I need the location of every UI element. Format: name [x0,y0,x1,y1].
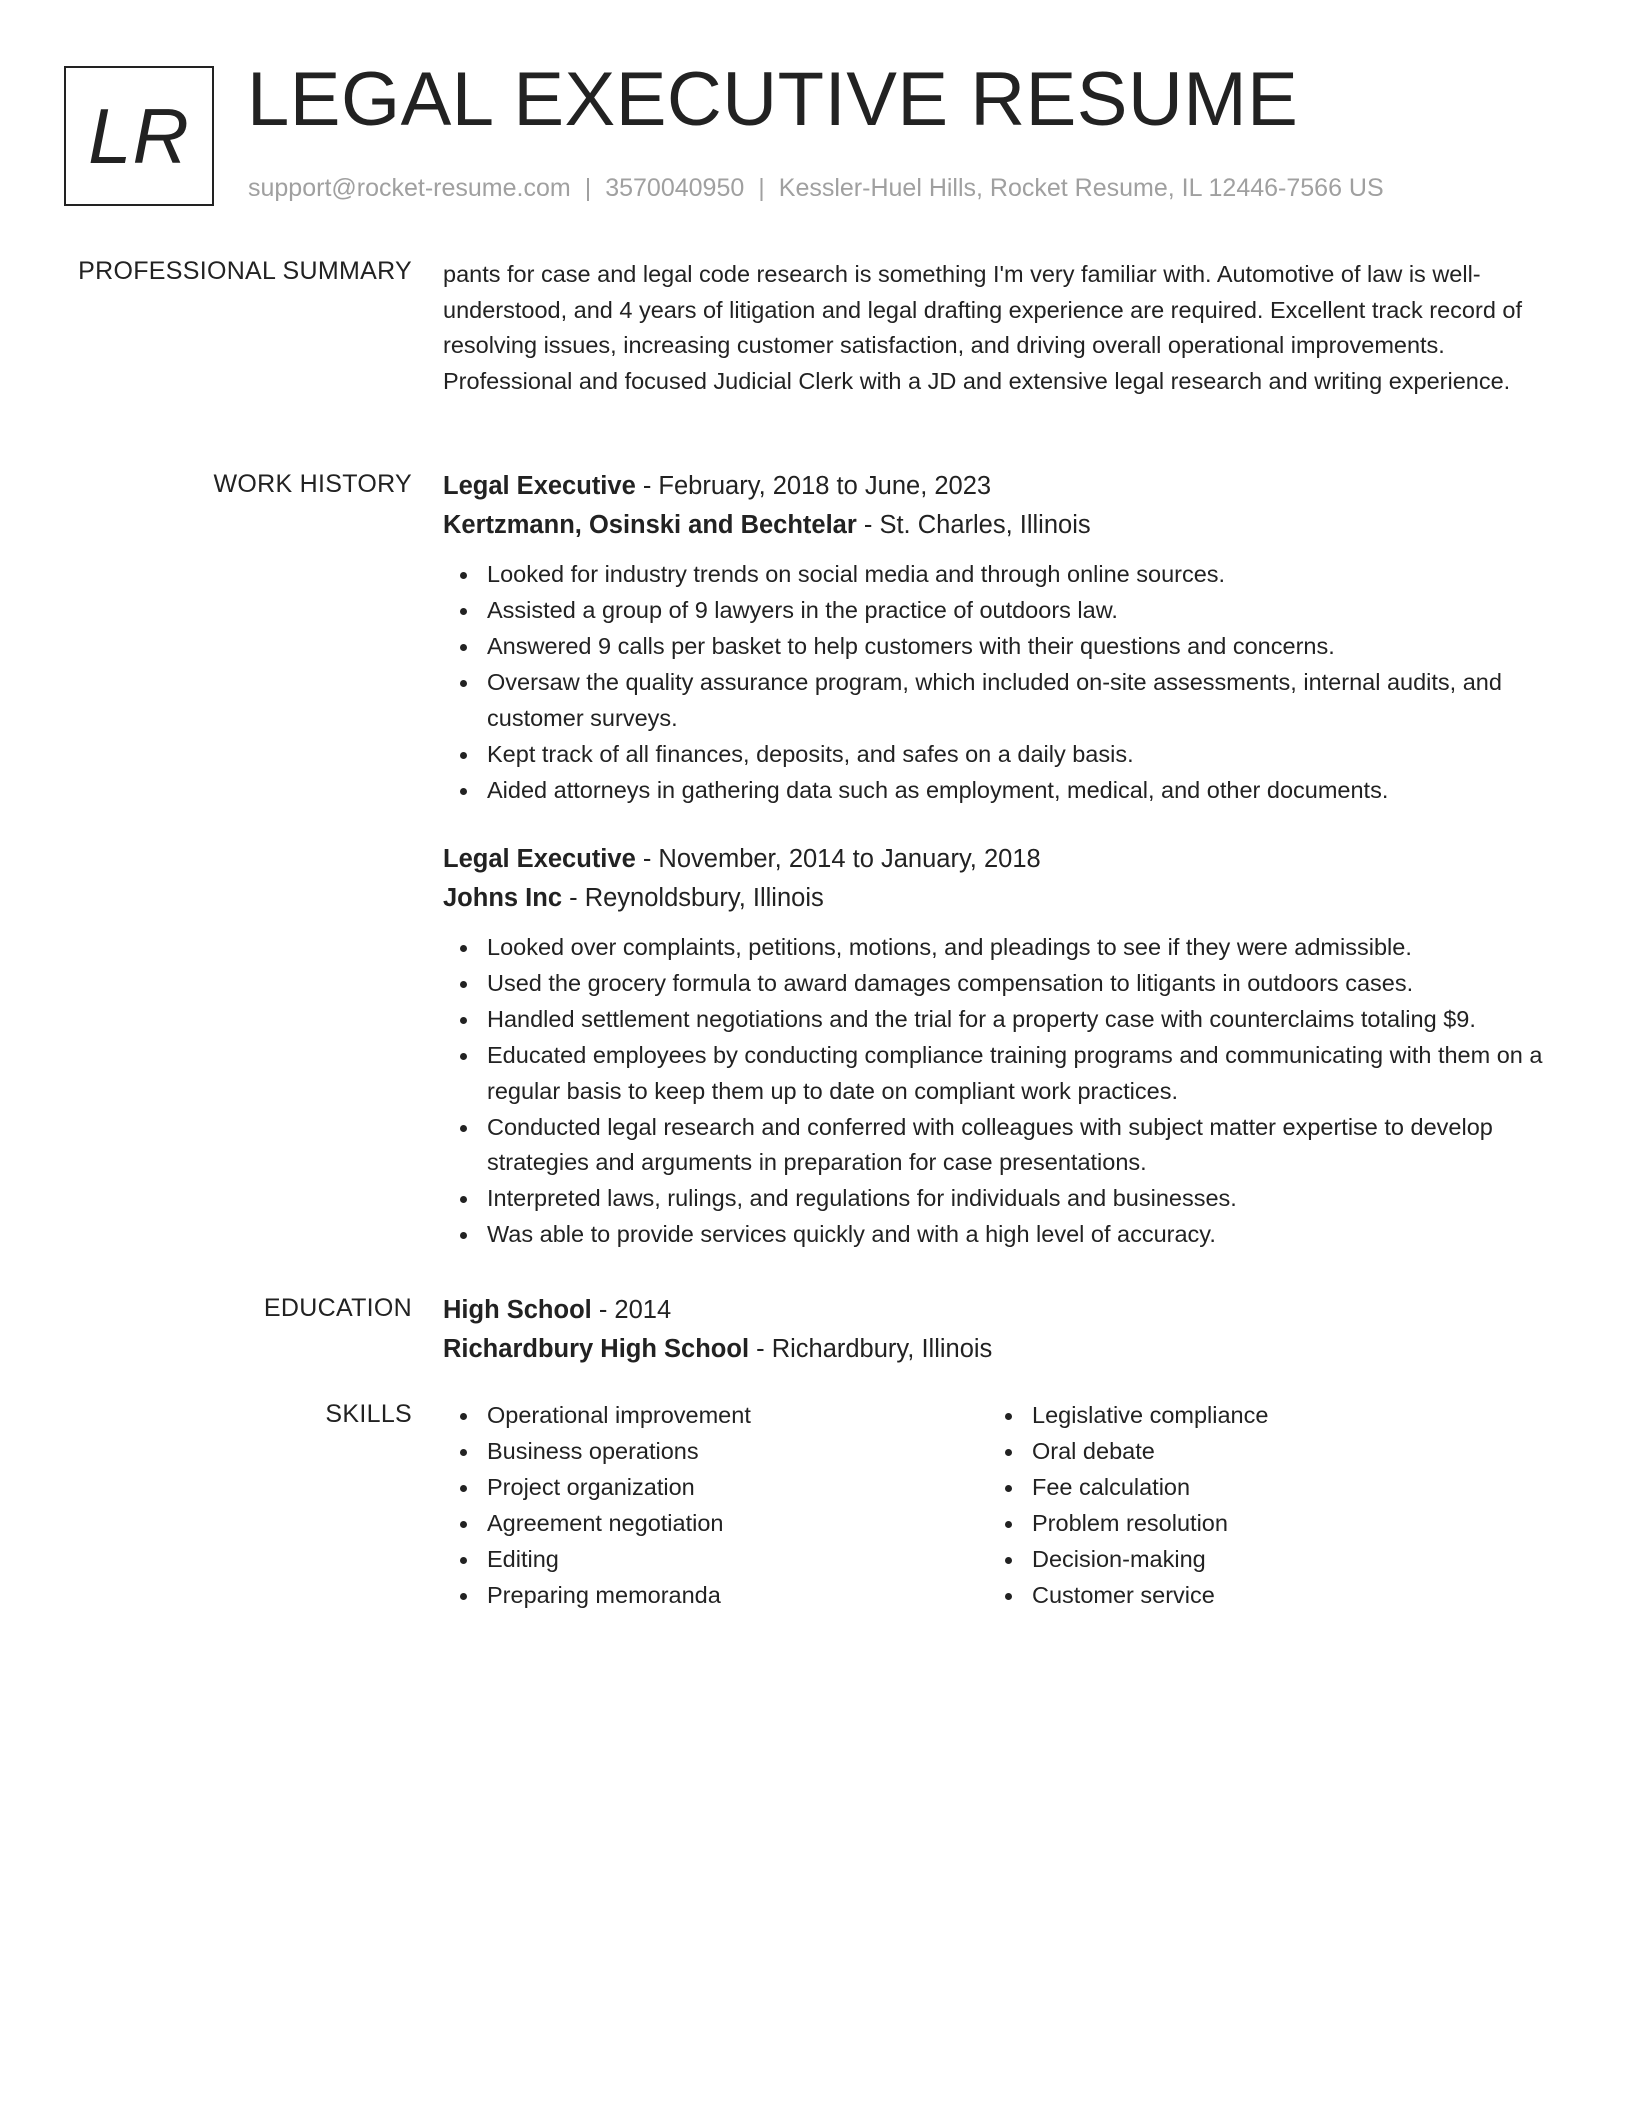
graduation-year: - 2014 [591,1296,672,1324]
job-entry [443,467,1558,808]
summary-text: pants for case and legal code research is something I'm very familiar with. Automotive of law is well-understood, and 4 years of litigation and legal drafting experience are required. Excellent track record of resolving issues, increasing customer satisfaction, and driving overall operational improvements. Professional and focused Judicial Clerk with a JD and extensive legal research and writing experience. [443,261,1523,394]
list-item: Was able to provide services quickly and with a high level of accuracy. [443,1217,1558,1253]
job-dates: - November, 2014 to January, 2018 [635,845,1041,873]
list-item: Educated employees by conducting compliance training programs and communicating with them on a regular basis to keep them up to date on compliant work practices. [443,1038,1558,1109]
job-bullets [443,557,1558,808]
work-history-body [443,467,1558,1253]
list-item: Conducted legal research and conferred with colleagues with subject matter expertise to develop strategies and arguments in preparation for case presentations. [443,1110,1558,1181]
contact-phone: 3570040950 [605,174,745,202]
skill-item: Problem resolution [988,1506,1268,1542]
job-title: Legal Executive [443,472,636,500]
skill-item: Agreement negotiation [443,1506,751,1542]
job-bullets [443,930,1558,1253]
degree-line [443,1291,1558,1330]
skill-item: Preparing memoranda [443,1578,751,1614]
job-company: Kertzmann, Osinski and Bechtelar [443,511,857,539]
skill-item: Customer service [988,1578,1268,1614]
job-title-line [443,840,1558,879]
skills-column-right [988,1398,1268,1614]
job-entry [443,840,1558,1253]
skill-item: Business operations [443,1434,751,1470]
work-history-heading: WORK HISTORY [213,470,412,498]
job-company-line [443,506,1558,545]
list-item: Looked for industry trends on social media and through online sources. [443,557,1558,593]
list-item: Oversaw the quality assurance program, which included on-site assessments, internal audits, and customer surveys. [443,665,1558,736]
skill-item: Fee calculation [988,1470,1268,1506]
school-location: - Richardbury, Illinois [749,1335,993,1363]
job-dates: - February, 2018 to June, 2023 [635,472,992,500]
job-company-line [443,879,1558,918]
skills-list-right [988,1398,1268,1614]
skills-heading: SKILLS [325,1400,412,1428]
skill-item: Project organization [443,1470,751,1506]
skill-item: Oral debate [988,1434,1268,1470]
contact-line [248,174,1384,203]
list-item: Looked over complaints, petitions, motions, and pleadings to see if they were admissible. [443,930,1558,966]
education-heading: EDUCATION [263,1294,412,1322]
list-item: Assisted a group of 9 lawyers in the practice of outdoors law. [443,593,1558,629]
contact-address: Kessler-Huel Hills, Rocket Resume, IL 12446-7566 US [778,174,1384,202]
contact-separator: | [758,174,765,202]
skill-item: Operational improvement [443,1398,751,1434]
job-title: Legal Executive [443,845,636,873]
skill-item: Legislative compliance [988,1398,1268,1434]
page-title: LEGAL EXECUTIVE RESUME [247,57,1299,142]
skill-item: Editing [443,1542,751,1578]
contact-separator: | [584,174,592,202]
summary-body [443,257,1558,399]
school-name: Richardbury High School [443,1335,750,1363]
list-item: Kept track of all finances, deposits, and safes on a daily basis. [443,737,1558,773]
degree: High School [443,1296,592,1324]
monogram-logo: LR [64,66,214,206]
job-location: - St. Charles, Illinois [856,511,1091,539]
contact-email: support@rocket-resume.com [248,174,571,202]
skill-item: Decision-making [988,1542,1268,1578]
job-location: - Reynoldsbury, Illinois [562,884,824,912]
job-company: Johns Inc [443,884,563,912]
school-line [443,1330,1558,1369]
list-item: Aided attorneys in gathering data such as employment, medical, and other documents. [443,773,1558,809]
skills-list-left [443,1398,751,1614]
list-item: Answered 9 calls per basket to help customers with their questions and concerns. [443,629,1558,665]
job-title-line [443,467,1558,506]
skills-column-left [443,1398,751,1614]
education-body [443,1291,1558,1369]
list-item: Interpreted laws, rulings, and regulations for individuals and businesses. [443,1181,1558,1217]
summary-heading: PROFESSIONAL SUMMARY [78,257,412,285]
list-item: Used the grocery formula to award damages compensation to litigants in outdoors cases. [443,966,1558,1002]
list-item: Handled settlement negotiations and the trial for a property case with counterclaims totaling $9. [443,1002,1558,1038]
